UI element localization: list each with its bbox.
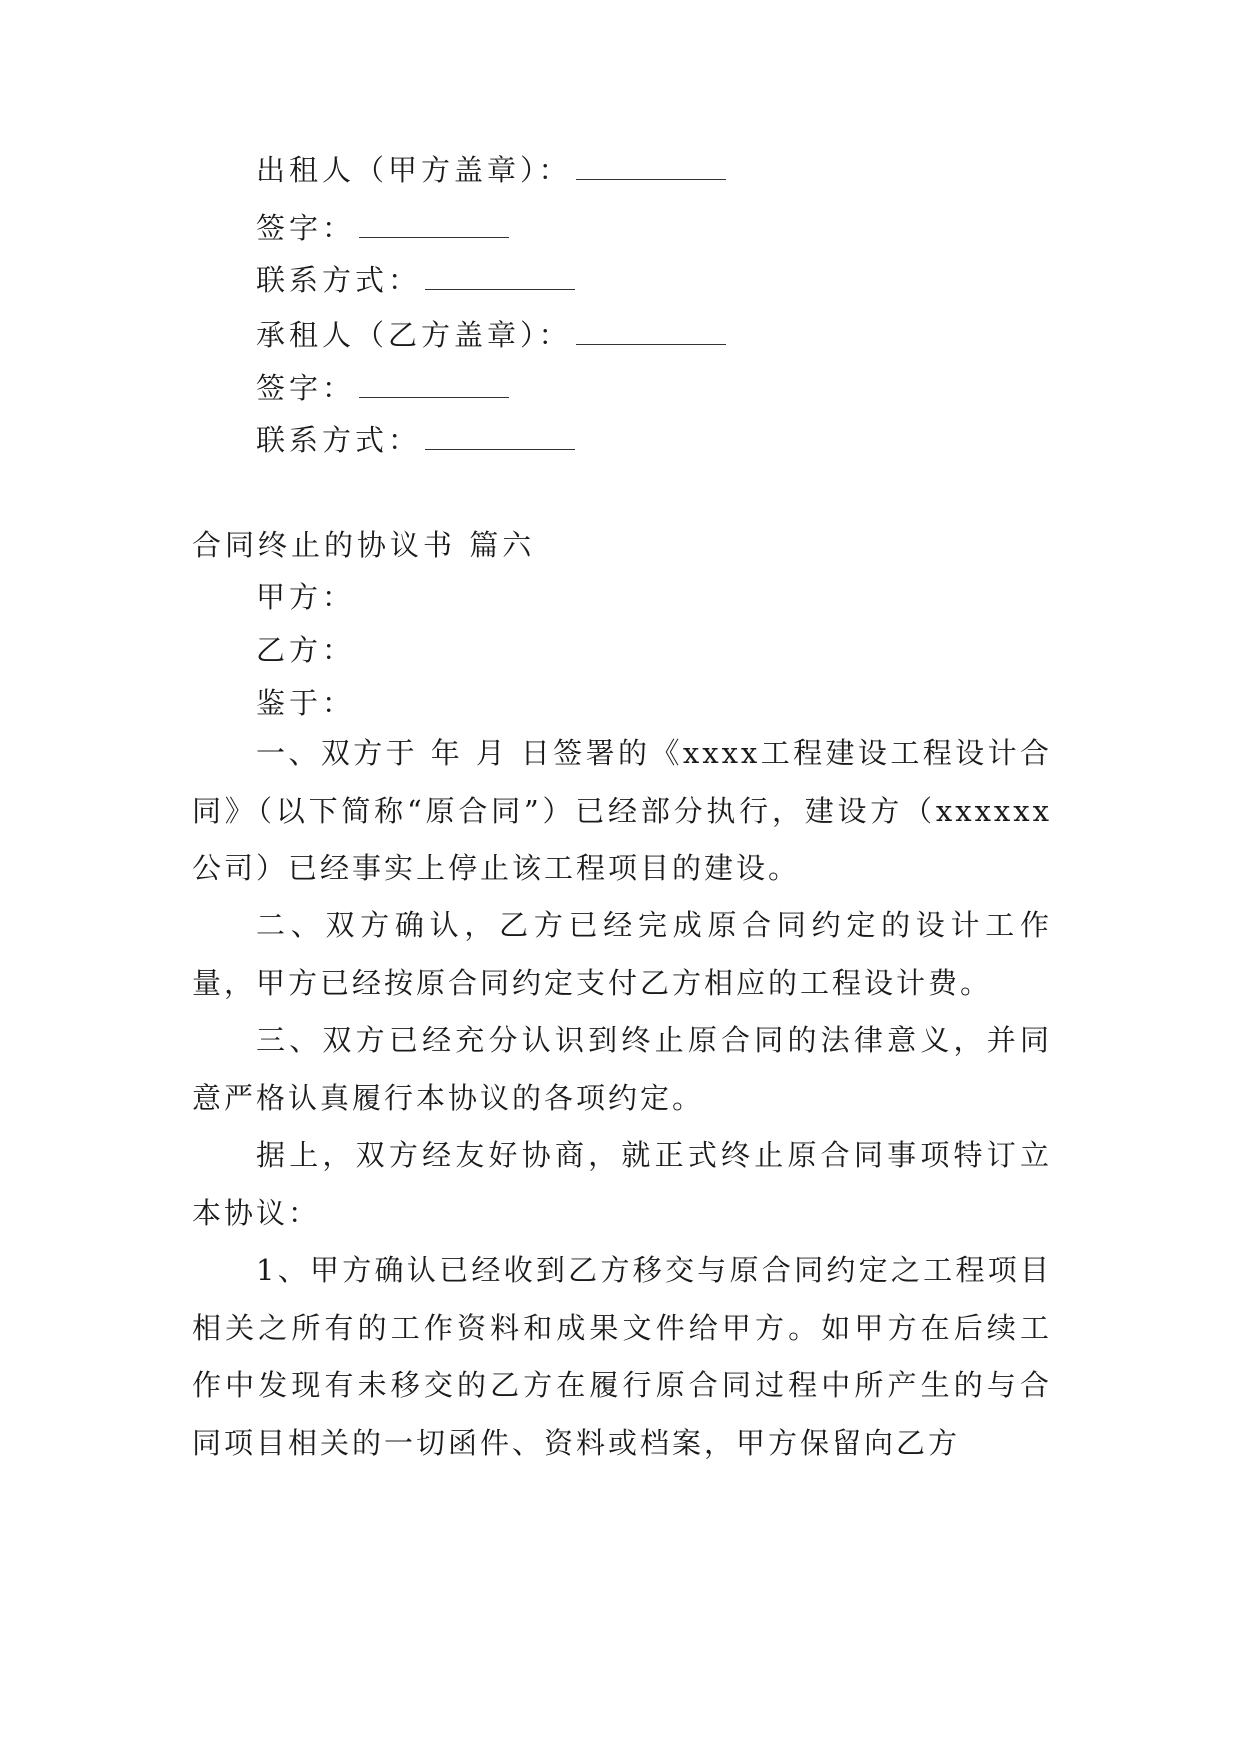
lessee-seal-blank (576, 324, 726, 345)
lessee-seal-label: 承租人（乙方盖章）： (256, 318, 572, 352)
clause-one: 一、双方于 年 月 日签署的《xxxx工程建设工程设计合同》（以下简称“原合同”）已经部分执行，建设方（xxxxxx公司）已经事实上停止该工程项目的建设。 (192, 736, 1052, 885)
whereas-label: 鉴于： (256, 686, 356, 720)
lessor-contact-label: 联系方式： (256, 263, 422, 297)
clause-three: 三、双方已经充分认识到终止原合同的法律意义，并同意严格认真履行本协议的各项约定。 (192, 1023, 1052, 1115)
lessee-contact-line (256, 420, 575, 460)
preamble-conclusion: 据上，双方经友好协商，就正式终止原合同事项特订立本协议： (192, 1138, 1052, 1230)
lessor-sign-blank (359, 217, 509, 238)
lessor-sign-line (256, 208, 509, 248)
lessor-contact-blank (425, 269, 575, 290)
clause-two: 二、双方确认，乙方已经完成原合同约定的设计工作量，甲方已经按原合同约定支付乙方相应的工程设计费。 (192, 908, 1052, 1000)
lessor-contact-line (256, 260, 575, 300)
party-a-label: 甲方： (256, 580, 356, 614)
lessor-seal-line (256, 150, 726, 190)
lessee-contact-blank (425, 429, 575, 450)
section-title: 合同终止的协议书 篇六 (192, 528, 536, 562)
lessor-seal-label: 出租人（甲方盖章）： (256, 153, 572, 187)
lessee-contact-label: 联系方式： (256, 423, 422, 457)
lessor-seal-blank (576, 159, 726, 180)
lessee-sign-line (256, 368, 509, 408)
lessor-sign-label: 签字： (256, 211, 356, 245)
lessee-sign-blank (359, 377, 509, 398)
article-one: 1、甲方确认已经收到乙方移交与原合同约定之工程项目相关之所有的工作资料和成果文件给甲方。如甲方在后续工作中发现有未移交的乙方在履行原合同过程中所产生的与合同项目相关的一切函件、资料或档案，甲方保留向乙方 (192, 1253, 1052, 1460)
party-b-label: 乙方： (256, 633, 356, 667)
lessee-sign-label: 签字： (256, 371, 356, 405)
lessee-seal-line (256, 315, 726, 355)
